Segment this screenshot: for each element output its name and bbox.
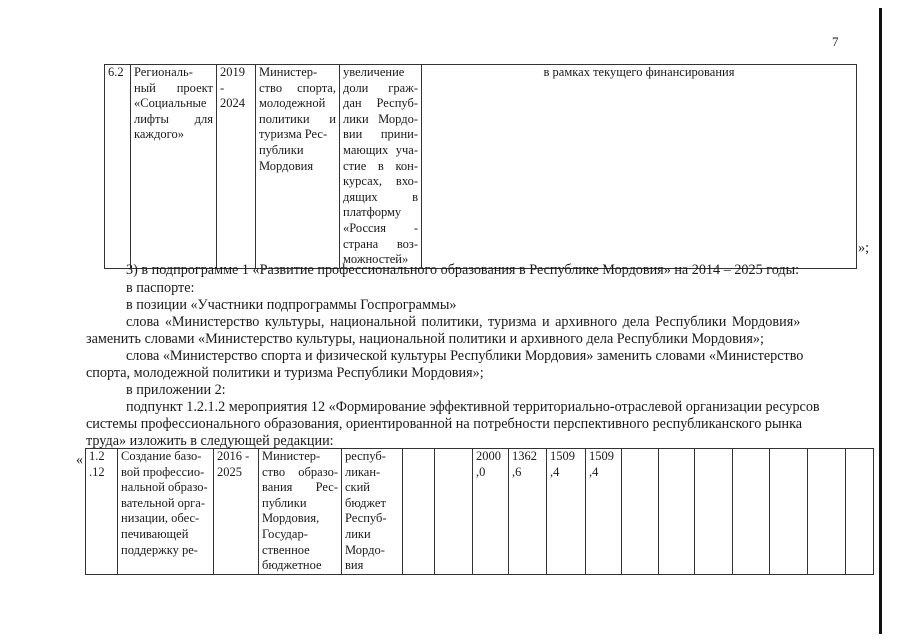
page-number: 7 (832, 34, 839, 49)
empty-cell (733, 449, 770, 575)
text-line: в приложении 2: (126, 382, 226, 398)
row-number: 1.2 .12 (86, 449, 118, 575)
text-line: труда» изложить в следующей редакции: (86, 433, 334, 449)
empty-cell (659, 449, 695, 575)
text-line: в позиции «Участники подпрограммы Госпрограммы» (126, 297, 457, 313)
row-number: 6.2 (105, 65, 131, 269)
text-line: слова «Министерство культуры, национальной политики, туризма и архивного дела Республики Мордовия» (126, 314, 801, 330)
text-line: слова «Министерство спорта и физической культуры Республики Мордовия» заменить словами «Министерство (126, 348, 804, 364)
funding-source-cell: респуб- ликан- ский бюджет Респуб- лики Мордо- вия (342, 449, 403, 575)
executor-cell: Министер- ство спорта, молодежной политики и туризма Рес- публики Мордовия (256, 65, 340, 269)
text-line: заменить словами «Министерство культуры, национальной политики и архивного дела Республики Мордовия»; (86, 331, 764, 347)
years-cell: 2019 - 2024 (217, 65, 256, 269)
activity-table (85, 448, 874, 575)
closing-quote: »; (858, 240, 870, 256)
empty-cell (622, 449, 659, 575)
text-line: в паспорте: (126, 280, 195, 296)
value-cell: 1509 ,4 (547, 449, 586, 575)
project-name-cell: Региональ- ный проект «Социальные лифты для каждого» (131, 65, 217, 269)
years-cell: 2016 - 2025 (214, 449, 259, 575)
empty-cell (403, 449, 435, 575)
executor-cell: Министер- ство образо- вания Рес- публики Мордовия, Государ- ственное бюджетное (259, 449, 342, 575)
funding-cell: в рамках текущего финансирования (422, 65, 857, 269)
text-line: 3) в подпрограмме 1 «Развитие профессионального образования в Республике Мордовия» на 2014 – 2025 годы: (126, 262, 800, 278)
table-row (86, 449, 874, 575)
empty-cell (808, 449, 846, 575)
empty-cell (435, 449, 473, 575)
empty-cell (846, 449, 874, 575)
empty-cell (695, 449, 733, 575)
table-row (105, 65, 857, 269)
result-cell: увеличение доли граж- дан Респуб- лики Мордо- вии прини- мающих уча- стие в кон- курсах, вхо- дящих в платформу «Россия - страна воз- можностей» (340, 65, 422, 269)
value-cell: 1509 ,4 (586, 449, 622, 575)
activity-name-cell: Создание базо- вой профессио- нальной образо- вательной орга- низации, обес- печивающей поддержку ре- (118, 449, 214, 575)
value-cell: 1362 ,6 (509, 449, 547, 575)
regional-project-table (104, 64, 857, 269)
empty-cell (770, 449, 808, 575)
opening-quote: « (76, 452, 84, 468)
text-line: подпункт 1.2.1.2 мероприятия 12 «Формирование эффективной территориально-отраслевой организации ресурсов (126, 399, 820, 415)
text-line: системы профессионального образования, ориентированной на потребности перспективного республиканского рынка (86, 416, 803, 432)
text-line: спорта, молодежной политики и туризма Республики Мордовия»; (86, 365, 484, 381)
value-cell: 2000 ,0 (473, 449, 509, 575)
page-right-border (879, 8, 882, 634)
